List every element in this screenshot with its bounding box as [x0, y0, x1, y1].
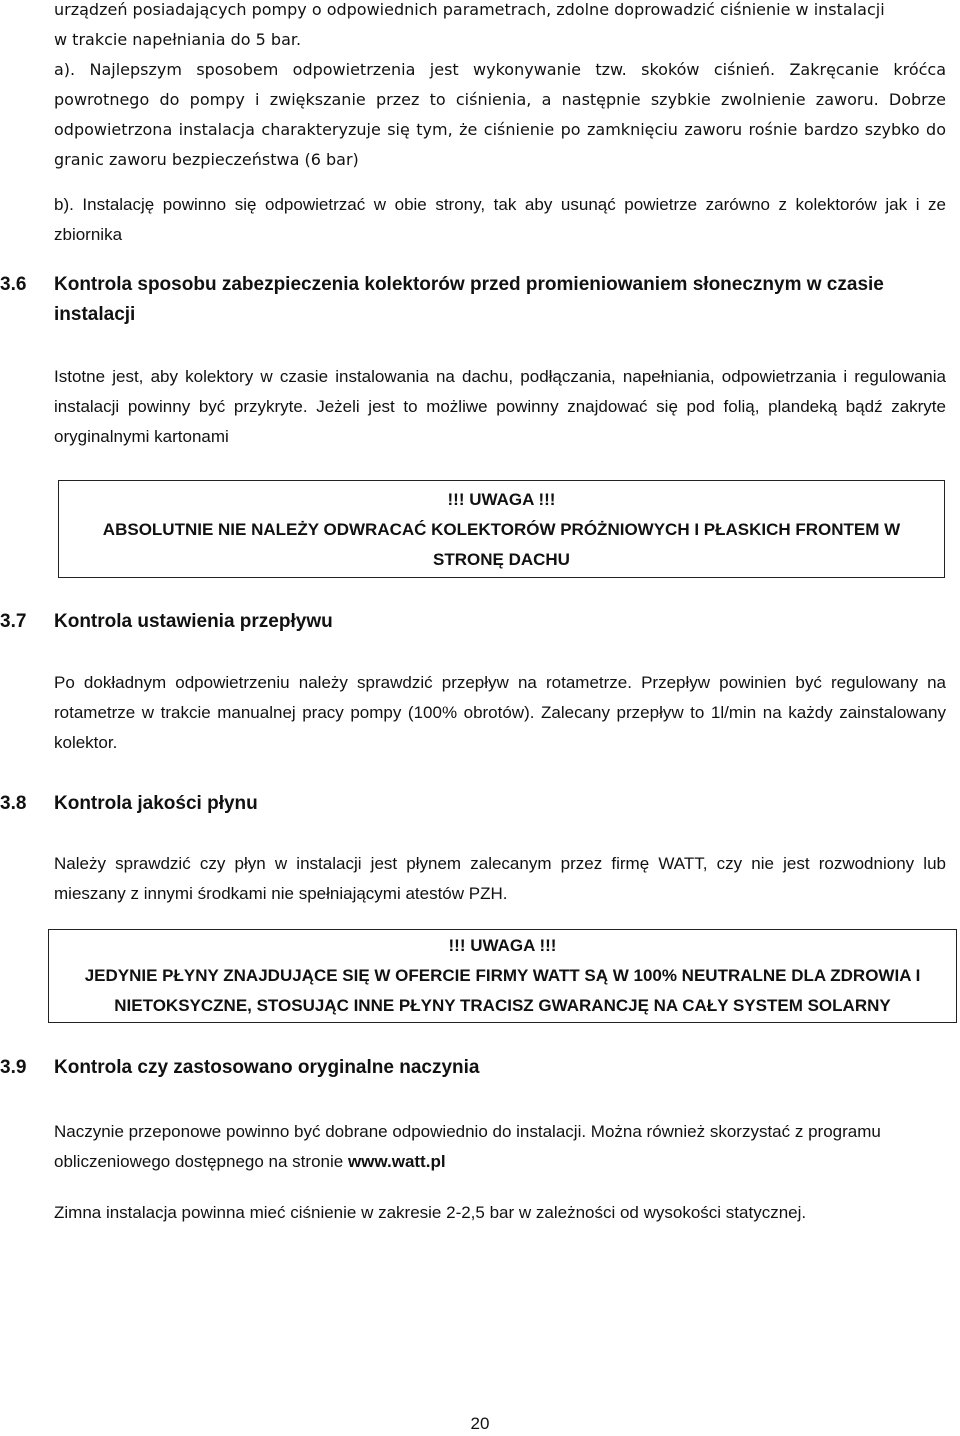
warning-box-1: [58, 480, 945, 578]
warning-text: JEDYNIE PŁYNY ZNAJDUJĄCE SIĘ W OFERCIE FIRMY WATT SĄ W 100% NEUTRALNE DLA ZDROWIA I NIETOKSYCZNE, STOSUJĄC INNE PŁYNY TRACISZ GWARANCJĘ NA CAŁY SYSTEM SOLARNY: [84, 966, 921, 1015]
intro-line-1: urządzeń posiadających pompy o odpowiednich parametrach, zdolne doprowadzić ciśnienie w instalacji: [54, 0, 885, 19]
section-number: 3.9: [0, 1057, 27, 1078]
website-link[interactable]: www.watt.pl: [347, 1152, 446, 1171]
section-3-7-body: Po dokładnym odpowietrzeniu należy sprawdzić przepływ na rotametrze. Przepływ powinien być regulowany na rotametrze w trakcie manualnej pracy pompy (100% obrotów). Zalecany przepływ to 1l/min na każdy zainstalowany kolektor.: [54, 673, 946, 752]
section-3-6-heading: [0, 270, 944, 330]
section-3-9-heading: [0, 1053, 944, 1083]
section-number: 3.8: [0, 793, 27, 814]
section-3-9-body-text: Naczynie przeponowe powinno być dobrane odpowiednio do instalacji. Można również skorzystać z programu obliczeniowego dostępnego na stronie: [54, 1122, 881, 1171]
section-title: Kontrola ustawienia przepływu: [54, 611, 333, 632]
section-3-7-heading: [0, 607, 944, 637]
section-number: 3.7: [0, 611, 27, 632]
section-number: 3.6: [0, 274, 27, 295]
warning-text: ABSOLUTNIE NIE NALEŻY ODWRACAĆ KOLEKTORÓW PRÓŻNIOWYCH I PŁASKICH FRONTEM W STRONĘ DACHU: [102, 520, 901, 569]
warning-box-2: [48, 929, 957, 1023]
intro-paragraph-a: a). Najlepszym sposobem odpowietrzenia jest wykonywanie tzw. skoków ciśnień. Zakręcanie króćca powrotnego do pompy i zwiększanie przez to ciśnienia, a następnie szybkie zwolnienie zaworu. Dobrze odpowietrzona instalacja charakteryzuje się tym, że ciśnienie po zamknięciu zaworu rośnie bardzo szybko do granic zaworu bezpieczeństwa (6 bar): [54, 60, 946, 169]
section-3-8-heading: [0, 789, 944, 819]
page-number: 20: [470, 1414, 490, 1433]
intro-line-2: w trakcie napełniania do 5 bar.: [54, 30, 302, 49]
section-3-8-body: Należy sprawdzić czy płyn w instalacji jest płynem zalecanym przez firmę WATT, czy nie jest rozwodniony lub mieszany z innymi środkami nie spełniającymi atestów PZH.: [54, 854, 946, 903]
section-3-9-body: [54, 1117, 914, 1177]
intro-paragraph-b: b). Instalację powinno się odpowietrzać w obie strony, tak aby usunąć powietrze zarówno z kolektorów jak i ze zbiornika: [54, 195, 946, 244]
section-title: Kontrola czy zastosowano oryginalne naczynia: [54, 1057, 480, 1078]
section-3-9-body-2: Zimna instalacja powinna mieć ciśnienie w zakresie 2-2,5 bar w zależności od wysokości statycznej.: [54, 1203, 807, 1222]
warning-head: !!! UWAGA !!!: [448, 936, 557, 955]
section-title: Kontrola jakości płynu: [54, 793, 258, 814]
section-title: Kontrola sposobu zabezpieczenia kolektorów przed promieniowaniem słonecznym w czasie instalacji: [54, 274, 884, 325]
warning-head: !!! UWAGA !!!: [447, 490, 556, 509]
section-3-6-body: Istotne jest, aby kolektory w czasie instalowania na dachu, podłączania, napełniania, odpowietrzania i regulowania instalacji powinny być przykryte. Jeżeli jest to możliwe powinny znajdować się pod folią, plandeką bądź zakryte oryginalnymi kartonami: [54, 367, 946, 446]
